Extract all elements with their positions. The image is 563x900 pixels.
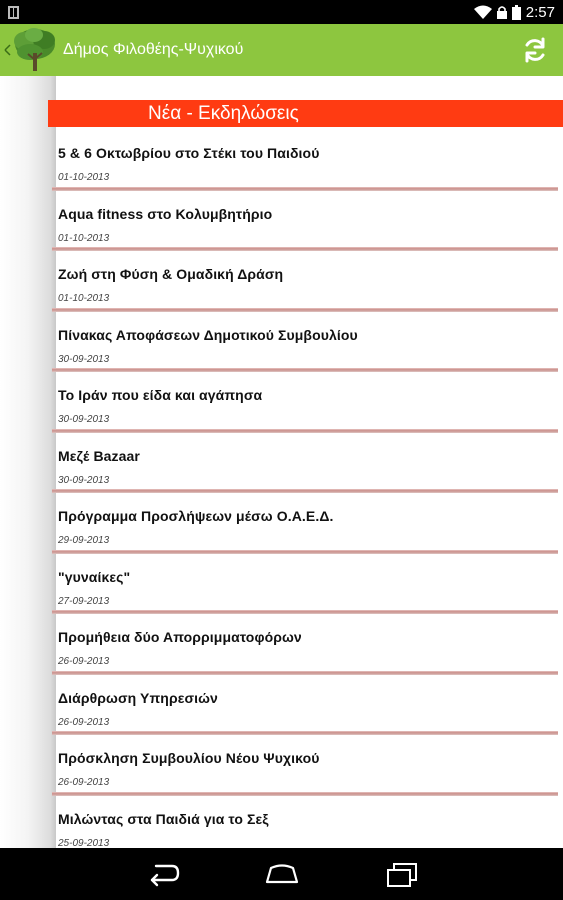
news-item-date: 26-09-2013 <box>58 656 110 667</box>
news-list-item[interactable] <box>52 554 558 615</box>
news-item-date: 29-09-2013 <box>58 535 110 546</box>
news-item-date: 30-09-2013 <box>58 474 110 486</box>
news-item-title: Πίνακας Αποφάσεων Δημοτικού Συμβουλίου <box>58 326 358 343</box>
refresh-icon[interactable] <box>521 36 549 64</box>
news-list-item[interactable] <box>52 191 558 252</box>
news-item-title: Μιλώντας στα Παιδιά για το Σεξ <box>58 810 269 827</box>
news-list-item[interactable] <box>52 614 558 675</box>
news-item-date: 25-09-2013 <box>58 837 110 848</box>
news-item-title: Διάρθρωση Υπηρεσιών <box>58 689 218 706</box>
news-item-date: 01-10-2013 <box>58 232 110 244</box>
status-bar <box>0 0 563 24</box>
wifi-icon <box>474 5 492 19</box>
news-list-item[interactable] <box>52 372 558 433</box>
news-item-title: Μεζέ Bazaar <box>58 447 140 464</box>
news-list-item[interactable] <box>52 796 558 849</box>
left-panel-shadow <box>0 76 56 848</box>
notification-icon <box>8 6 19 19</box>
news-item-date: 26-09-2013 <box>58 777 110 788</box>
navigation-bar <box>0 848 563 900</box>
system-tray <box>474 3 555 21</box>
news-item-title: Πρόγραμμα Προσλήψεων μέσω Ο.Α.Ε.Δ. <box>58 508 334 524</box>
content-area <box>0 76 563 848</box>
news-item-date: 27-09-2013 <box>58 595 110 607</box>
news-item-date: 01-10-2013 <box>58 293 110 304</box>
news-list-item[interactable] <box>52 130 558 191</box>
news-item-title: Το Ιράν που είδα και αγάπησα <box>58 387 263 403</box>
news-item-title: Προμήθεια δύο Απορριμματοφόρων <box>58 629 302 645</box>
news-item-title: Ζωή στη Φύση & Ομαδική Δράση <box>58 266 284 282</box>
news-list-item[interactable] <box>52 433 558 494</box>
news-item-title: Πρόσκληση Συμβουλίου Νέου Ψυχικού <box>58 750 320 766</box>
news-list-item[interactable] <box>52 735 558 796</box>
lock-icon <box>497 5 507 19</box>
news-list-item[interactable] <box>52 493 558 554</box>
status-time: 2:57 <box>525 3 555 21</box>
news-item-date: 26-09-2013 <box>58 716 110 728</box>
news-item-title: Aqua fitness στο Κολυμβητήριο <box>58 205 273 222</box>
recents-icon[interactable] <box>382 860 422 888</box>
news-item-date: 30-09-2013 <box>58 353 110 365</box>
battery-icon <box>512 5 521 20</box>
action-bar <box>0 24 563 76</box>
app-title: Δήμος Φιλοθέης-Ψυχικού <box>63 41 244 58</box>
news-item-date: 30-09-2013 <box>58 414 110 425</box>
news-list-item[interactable] <box>52 312 558 373</box>
news-item-title: 5 & 6 Οκτωβρίου στο Στέκι του Παιδιού <box>58 145 320 161</box>
section-header <box>48 100 563 127</box>
home-icon[interactable] <box>262 860 302 888</box>
back-icon[interactable] <box>142 860 182 888</box>
section-header-label: Νέα - Εκδηλώσεις <box>148 103 299 124</box>
news-list <box>52 130 558 848</box>
news-item-title: "γυναίκες" <box>58 568 131 585</box>
news-list-item[interactable] <box>52 251 558 312</box>
tree-logo-icon[interactable] <box>2 26 60 74</box>
news-item-date: 01-10-2013 <box>58 172 110 183</box>
news-list-item[interactable] <box>52 675 558 736</box>
